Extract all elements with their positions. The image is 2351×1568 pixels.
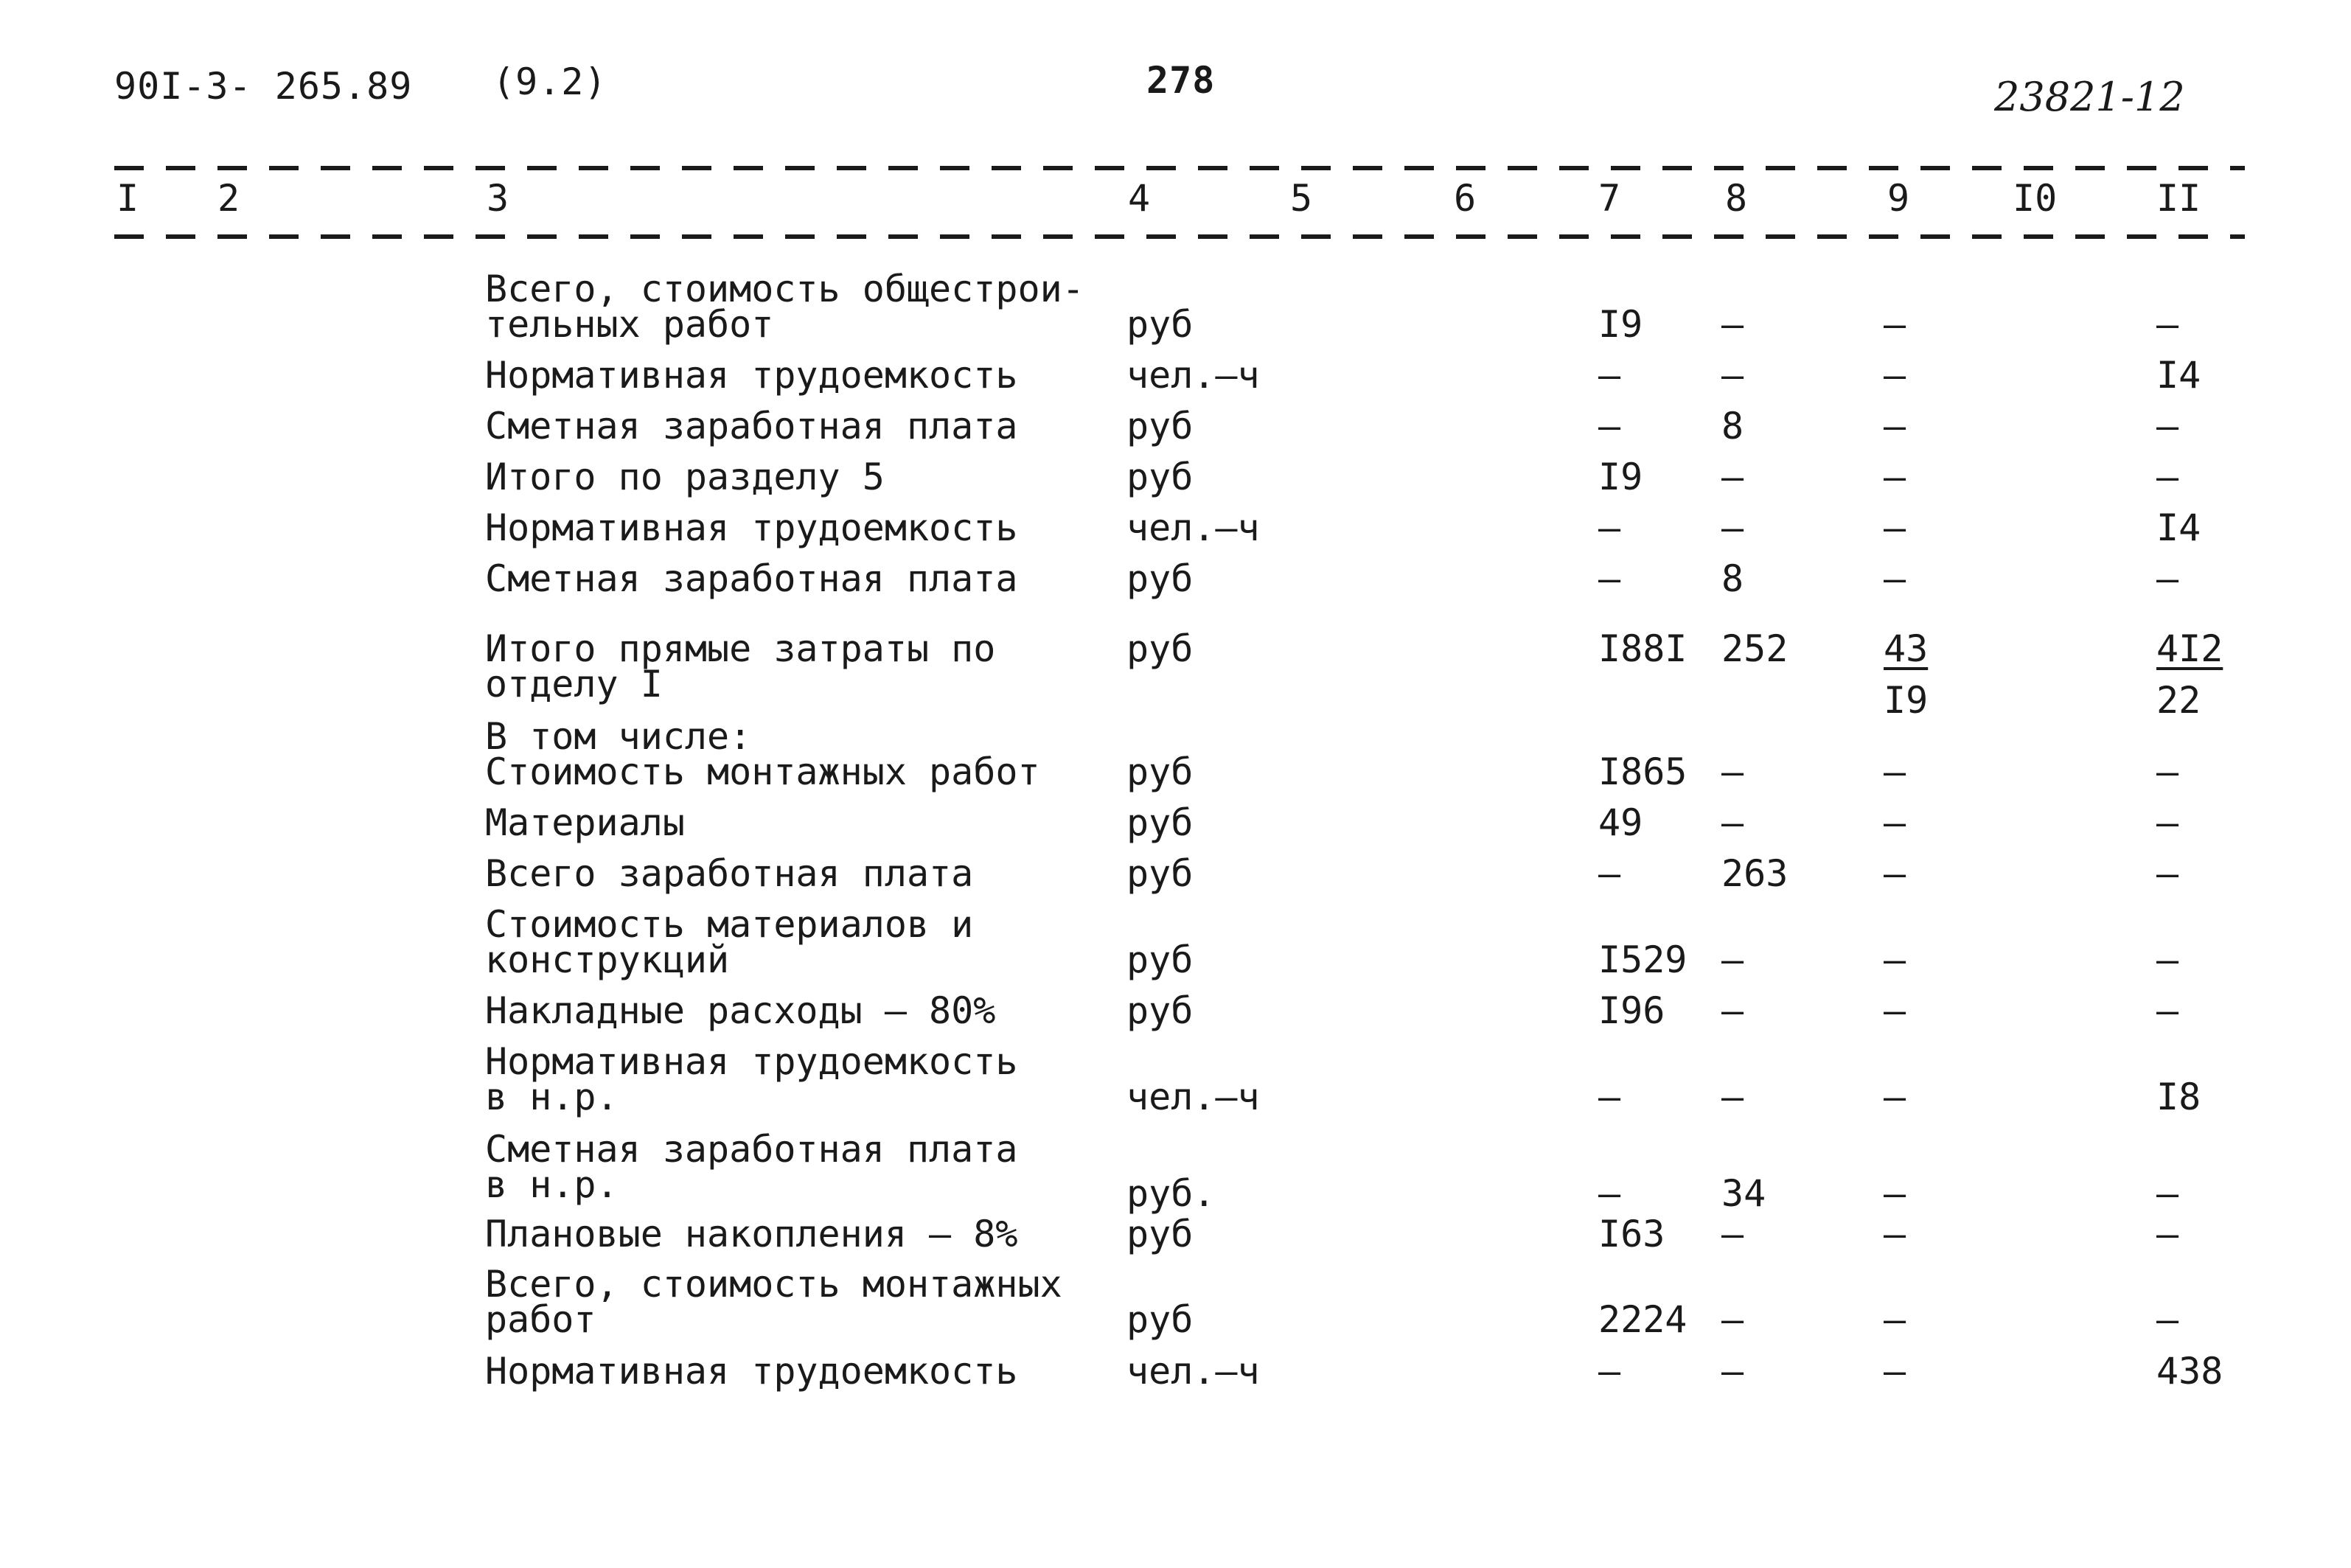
row-col8: – — [1721, 989, 1744, 1032]
row-col7: I96 — [1598, 989, 1665, 1032]
row-description: Нормативная трудоемкость — [485, 506, 1018, 549]
row-col7: – — [1598, 1350, 1621, 1393]
row-col7: I9 — [1598, 303, 1643, 346]
row-col7: – — [1598, 1172, 1621, 1215]
row-col11: – — [2156, 852, 2179, 895]
row-description: Накладные расходы – 80% — [485, 989, 996, 1032]
row-description-cont: тельных работ — [485, 303, 774, 346]
row-col8: – — [1721, 1298, 1744, 1341]
row-col7: I865 — [1598, 750, 1688, 793]
row-col8: – — [1721, 506, 1744, 549]
row-col9-denominator: I9 — [1884, 679, 1929, 722]
row-description-cont: работ — [485, 1298, 596, 1341]
row-col9: – — [1884, 938, 1906, 981]
row-description-cont: Стоимость монтажных работ — [485, 750, 1040, 793]
row-description: Материалы — [485, 801, 685, 844]
column-number: 2 — [217, 177, 240, 220]
row-col7: I529 — [1598, 938, 1688, 981]
row-col9: – — [1884, 801, 1906, 844]
column-number: II — [2156, 177, 2201, 220]
row-unit: руб — [1126, 303, 1194, 346]
row-col8: – — [1721, 801, 1744, 844]
column-number: I0 — [2013, 177, 2058, 220]
row-description: Итого прямые затраты по — [485, 627, 996, 670]
row-col11: – — [2156, 938, 2179, 981]
row-col8: 34 — [1721, 1172, 1766, 1215]
row-description-cont: отделу I — [485, 663, 663, 705]
row-col9: – — [1884, 989, 1906, 1032]
row-col11: – — [2156, 456, 2179, 498]
row-col8: – — [1721, 1076, 1744, 1118]
row-col8: – — [1721, 938, 1744, 981]
row-description: Сметная заработная плата — [485, 405, 1018, 447]
row-description: Всего, стоимость общестрои- — [485, 268, 1084, 310]
row-unit: чел.–ч — [1126, 354, 1260, 397]
row-unit: руб — [1126, 627, 1194, 670]
row-col11: – — [2156, 1172, 2179, 1215]
row-description: Всего, стоимость монтажных — [485, 1263, 1062, 1306]
row-col8: – — [1721, 303, 1744, 346]
row-unit: руб — [1126, 1298, 1194, 1341]
row-col11-numerator: 4I2 — [2156, 627, 2223, 670]
row-unit: руб — [1126, 456, 1194, 498]
row-col7: 2224 — [1598, 1298, 1688, 1341]
row-description: Нормативная трудоемкость — [485, 1040, 1018, 1083]
row-unit: руб — [1126, 405, 1194, 447]
row-col8: 8 — [1721, 405, 1744, 447]
row-col9: – — [1884, 354, 1906, 397]
row-col11: – — [2156, 1298, 2179, 1341]
column-number: 7 — [1598, 177, 1621, 220]
row-unit: руб — [1126, 557, 1194, 600]
row-col7: – — [1598, 405, 1621, 447]
row-col9: – — [1884, 852, 1906, 895]
row-col7: I88I — [1598, 627, 1688, 670]
row-col7: I63 — [1598, 1213, 1665, 1255]
row-col9-numerator: 43 — [1884, 627, 1929, 670]
row-col7: – — [1598, 354, 1621, 397]
row-col8: – — [1721, 354, 1744, 397]
row-col11: I8 — [2156, 1076, 2201, 1118]
column-number: 6 — [1454, 177, 1477, 220]
row-description: Сметная заработная плата — [485, 557, 1018, 600]
row-col8: – — [1721, 750, 1744, 793]
row-description: Стоимость материалов и — [485, 903, 974, 946]
row-description: Плановые накопления – 8% — [485, 1213, 1018, 1255]
row-col8: – — [1721, 456, 1744, 498]
row-unit: руб — [1126, 938, 1194, 981]
row-description-cont: конструкций — [485, 938, 730, 981]
row-col8: – — [1721, 1350, 1744, 1393]
row-col8: – — [1721, 1213, 1744, 1255]
row-col11: – — [2156, 750, 2179, 793]
row-unit: руб — [1126, 1213, 1194, 1255]
row-col8: 263 — [1721, 852, 1788, 895]
row-description-cont: в н.р. — [485, 1076, 619, 1118]
row-col11: – — [2156, 405, 2179, 447]
row-description: Нормативная трудоемкость — [485, 354, 1018, 397]
header-rule-top — [114, 166, 2245, 170]
row-col9: – — [1884, 456, 1906, 498]
row-description: Сметная заработная плата — [485, 1128, 1018, 1171]
page-number: 278 — [1146, 59, 1216, 102]
row-col9: – — [1884, 1076, 1906, 1118]
column-number: 9 — [1887, 177, 1910, 220]
row-col11: I4 — [2156, 354, 2201, 397]
row-description: Итого по разделу 5 — [485, 456, 885, 498]
row-col9: – — [1884, 303, 1906, 346]
row-description-cont: в н.р. — [485, 1163, 619, 1206]
row-col11: – — [2156, 557, 2179, 600]
column-number: 5 — [1290, 177, 1313, 220]
row-unit: руб — [1126, 852, 1194, 895]
section-number: (9.2) — [492, 60, 607, 103]
row-col9: – — [1884, 1298, 1906, 1341]
row-unit: чел.–ч — [1126, 1350, 1260, 1393]
row-col9: – — [1884, 557, 1906, 600]
header-rule-bottom — [114, 234, 2245, 239]
document-code: 90I-3- 265.89 — [114, 65, 413, 108]
row-unit: руб — [1126, 750, 1194, 793]
column-number: I — [116, 177, 139, 220]
row-col7: – — [1598, 557, 1621, 600]
row-unit: руб. — [1126, 1172, 1216, 1215]
row-col7: 49 — [1598, 801, 1643, 844]
row-description: Всего заработная плата — [485, 852, 974, 895]
handwritten-number: 23821-12 — [1994, 74, 2185, 120]
row-col11: – — [2156, 801, 2179, 844]
row-col7: – — [1598, 1076, 1621, 1118]
row-unit: руб — [1126, 801, 1194, 844]
row-col11: – — [2156, 989, 2179, 1032]
row-col11-denominator: 22 — [2156, 679, 2201, 722]
row-col11: – — [2156, 1213, 2179, 1255]
row-col9: – — [1884, 506, 1906, 549]
row-unit: руб — [1126, 989, 1194, 1032]
row-col7: – — [1598, 852, 1621, 895]
row-col8: 252 — [1721, 627, 1788, 670]
column-number: 3 — [487, 177, 509, 220]
row-col9: – — [1884, 405, 1906, 447]
row-unit: чел.–ч — [1126, 1076, 1260, 1118]
row-col8: 8 — [1721, 557, 1744, 600]
row-col9: – — [1884, 1213, 1906, 1255]
row-col11: I4 — [2156, 506, 2201, 549]
row-description: Нормативная трудоемкость — [485, 1350, 1018, 1393]
row-col9: – — [1884, 1350, 1906, 1393]
row-unit: чел.–ч — [1126, 506, 1260, 549]
row-col9: – — [1884, 750, 1906, 793]
row-col7: – — [1598, 506, 1621, 549]
column-number: 8 — [1725, 177, 1748, 220]
row-col9: – — [1884, 1172, 1906, 1215]
row-col11: – — [2156, 303, 2179, 346]
row-description: В том числе: — [485, 715, 752, 758]
row-col11: 438 — [2156, 1350, 2223, 1393]
row-col7: I9 — [1598, 456, 1643, 498]
column-number: 4 — [1128, 177, 1151, 220]
